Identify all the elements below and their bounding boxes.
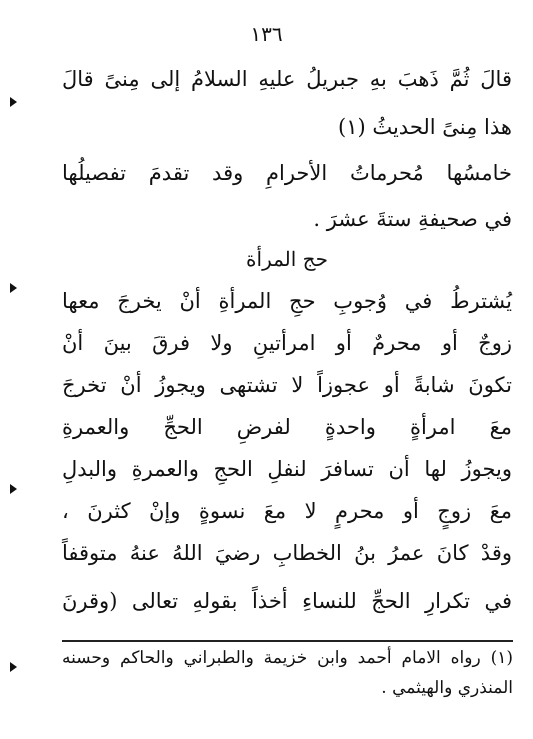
text-line: تكونَ شابةً أو عجوزاً لا تشتهى ويجوزُ أنْ تخرجَ — [62, 373, 512, 397]
text-line: معَ زوجٍ أو محرمٍ لا معَ نسوةٍ وإنْ كثرنَ ، — [62, 499, 512, 523]
text-line: خامسُها مُحرماتُ الأحرامِ وقد تقدمَ تفصيلُها — [62, 161, 512, 185]
text-line: يُشترطُ في وُجوبِ حجِ المرأةِ أنْ يخرجَ معها — [62, 289, 512, 313]
margin-arrow-icon — [10, 97, 17, 107]
page-number: ١٣٦ — [250, 22, 283, 46]
text-line: في صحيفةِ ستةَ عشرَ . — [313, 207, 512, 231]
text-line: ويجوزُ لها أن تسافرَ لنفلِ الحجِ والعمرةِ والبدلِ — [62, 457, 512, 481]
text-line: وقدْ كانَ عمرُ بنُ الخطابِ رضيَ اللهُ عنهُ متوقفاً — [62, 541, 512, 565]
footnote-block — [62, 648, 513, 718]
footnote-divider — [62, 640, 513, 642]
text-line: معَ امرأةٍ واحدةٍ لفرضِ الحجِّ والعمرةِ — [62, 415, 512, 439]
text-line: في تكرارِ الحجِّ للنساءِ أخذاً بقولهِ تعالى (وقرنَ — [62, 589, 512, 613]
margin-arrow-icon — [10, 662, 17, 672]
text-line: زوجٌ أو محرمٌ أو امرأتينِ ولا فرقَ بينَ أنْ — [62, 331, 512, 355]
text-line: قالَ ثُمَّ ذَهبَ بهِ جبريلُ عليهِ السلامُ إلى مِنىً قالَ — [62, 67, 512, 91]
main-text-block — [62, 62, 512, 632]
footnote-line: (١) رواه الامام أحمد وابن خزيمة والطبراني والحاكم وحسنه — [62, 648, 513, 668]
section-heading: حج المرأة — [246, 247, 328, 271]
text-line: هذا مِنىً الحديثُ (١) — [337, 115, 512, 139]
margin-arrow-icon — [10, 484, 17, 494]
footnote-line: المنذري والهيثمي . — [381, 678, 513, 698]
margin-arrow-icon — [10, 283, 17, 293]
